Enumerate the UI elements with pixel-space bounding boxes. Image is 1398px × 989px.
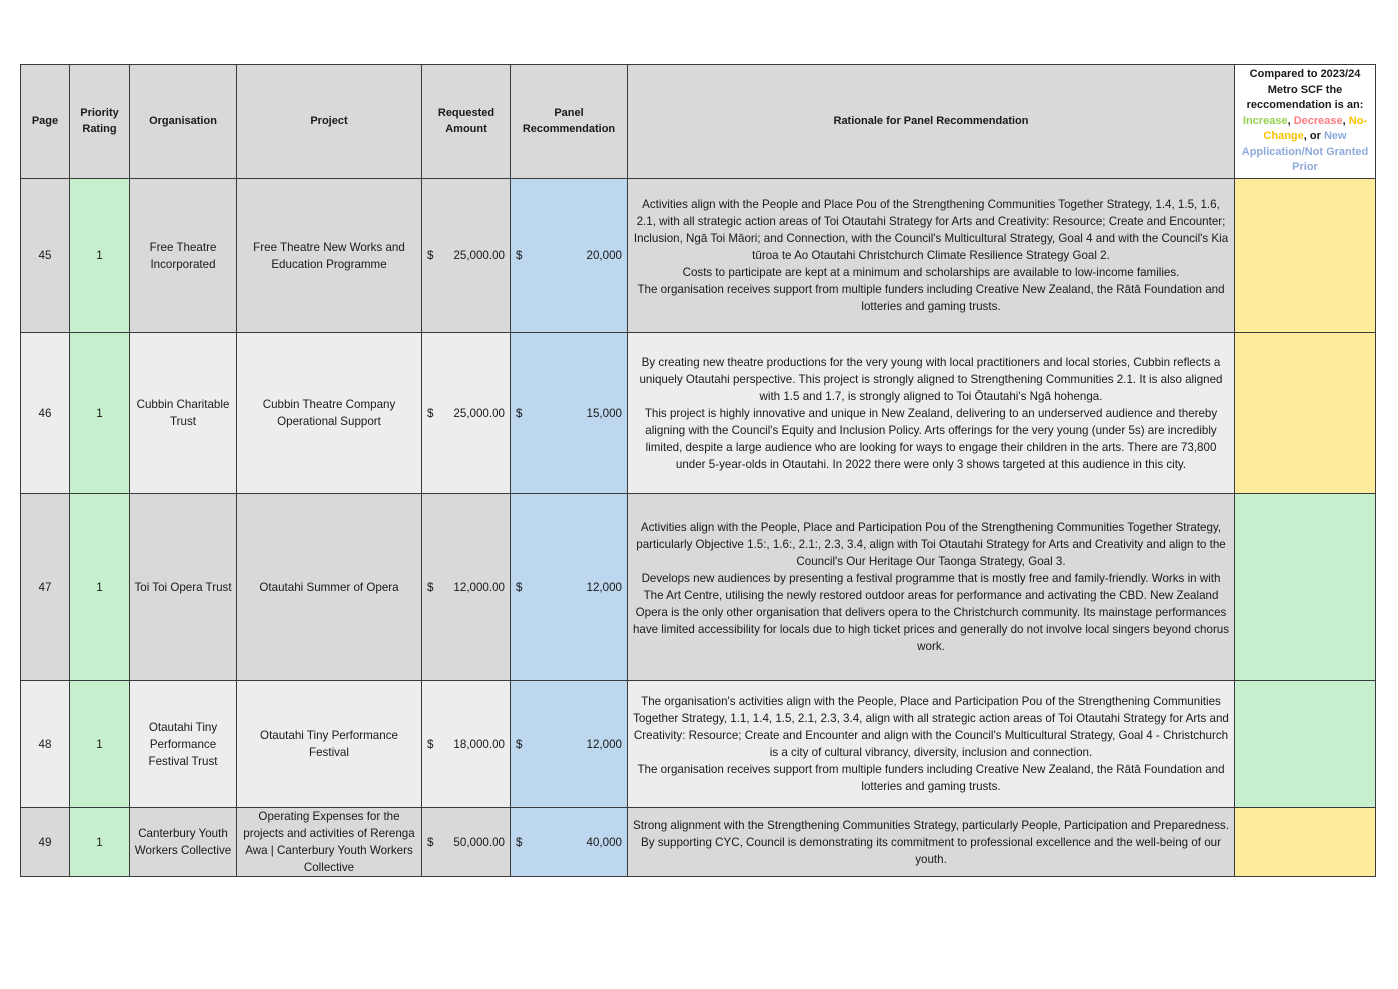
legend-separator: , bbox=[1342, 114, 1349, 127]
currency-symbol: $ bbox=[427, 580, 434, 594]
header-priority-rating: Priority Rating bbox=[70, 65, 130, 179]
comparison-cell bbox=[1235, 808, 1376, 877]
panel-amount: 12,000 bbox=[586, 580, 622, 594]
panel-amount: 20,000 bbox=[586, 249, 622, 262]
priority-cell: 1 bbox=[70, 333, 130, 494]
project-cell: Otautahi Summer of Opera bbox=[237, 494, 422, 681]
priority-cell: 1 bbox=[70, 494, 130, 681]
panel-recommendation-cell bbox=[511, 808, 628, 877]
header-requested-amount: Requested Amount bbox=[422, 65, 511, 179]
requested-amount: 50,000.00 bbox=[453, 835, 505, 849]
page-cell: 46 bbox=[21, 333, 70, 494]
currency-symbol: $ bbox=[516, 835, 523, 849]
funding-recommendations-table bbox=[20, 64, 1376, 877]
page-cell: 48 bbox=[21, 681, 70, 808]
currency-symbol: $ bbox=[516, 737, 523, 751]
table-row bbox=[21, 333, 1376, 494]
currency-symbol: $ bbox=[427, 835, 434, 849]
organisation-cell: Canterbury Youth Workers Collective bbox=[130, 808, 237, 877]
panel-recommendation-cell bbox=[511, 681, 628, 808]
project-cell: Free Theatre New Works and Education Programme bbox=[237, 179, 422, 333]
legend-increase: Increase bbox=[1242, 114, 1288, 127]
requested-amount-cell bbox=[422, 333, 511, 494]
rationale-cell: Activities align with the People, Place and Participation Pou of the Strengthening Communities Together Strategy, particularly Objective 1.5:, 1.6:, 2.1:, 2.3, 3.4, align with Toi Otautahi Strategy for Arts and Creativity and align to the Council's Our Heritage Our Taonga Strategy, Goal 3. Develops new audiences by presenting a festival programme that is mostly free and family-friendly. Works in with The Art Centre, utilising the newly restored outdoor areas for performance and activating the CBD. New Zealand Opera is the only other organisation that delivers opera to the Christchurch community. Its mainstage performances have limited accessibility for locals due to high ticket prices and generally do not involve local singers beyond chorus work. bbox=[628, 494, 1235, 681]
comparison-cell bbox=[1235, 681, 1376, 808]
header-row bbox=[21, 65, 1376, 179]
requested-amount: 25,000.00 bbox=[453, 249, 505, 262]
organisation-cell: Otautahi Tiny Performance Festival Trust bbox=[130, 681, 237, 808]
legend-new-application: New Application/Not Granted Prior bbox=[1241, 130, 1369, 174]
requested-amount-cell bbox=[422, 494, 511, 681]
project-cell: Cubbin Theatre Company Operational Support bbox=[237, 333, 422, 494]
requested-amount-cell bbox=[422, 179, 511, 333]
legend-separator: , or bbox=[1303, 130, 1324, 143]
panel-amount: 40,000 bbox=[586, 835, 622, 849]
header-organisation: Organisation bbox=[130, 65, 237, 179]
currency-symbol: $ bbox=[427, 406, 434, 420]
organisation-cell: Cubbin Charitable Trust bbox=[130, 333, 237, 494]
legend-no-change: No-Change bbox=[1263, 114, 1368, 143]
project-cell: Operating Expenses for the projects and activities of Rerenga Awa | Canterbury Youth Workers Collective bbox=[237, 808, 422, 877]
currency-symbol: $ bbox=[516, 406, 523, 420]
panel-amount: 12,000 bbox=[586, 737, 622, 751]
organisation-cell: Free Theatre Incorporated bbox=[130, 179, 237, 333]
panel-recommendation-cell bbox=[511, 333, 628, 494]
rationale-cell: Activities align with the People and Place Pou of the Strengthening Communities Together Strategy, 1.4, 1.5, 1.6, 2.1, with all strategic action areas of Toi Otautahi Strategy for Arts and Creativity: Resource; Create and Encounter; Inclusion, Ngā Toi Māori; and Connection, with the Council's Multicultural Strategy, Goal 4 and with the Council's Kia tūroa te Ao Otautahi Christchurch Climate Resilience Strategy Goal 2. Costs to participate are kept at a minimum and scholarships are available to low-income families. The organisation receives support from multiple funders including Creative New Zealand, the Rātā Foundation and lotteries and gaming trusts. bbox=[628, 179, 1235, 333]
legend-separator: , bbox=[1287, 114, 1294, 127]
project-cell: Otautahi Tiny Performance Festival bbox=[237, 681, 422, 808]
currency-symbol: $ bbox=[516, 249, 523, 262]
table-row bbox=[21, 494, 1376, 681]
requested-amount: 12,000.00 bbox=[453, 580, 505, 594]
requested-amount-cell bbox=[422, 681, 511, 808]
comparison-intro: Compared to 2023/24 Metro SCF the reccomendation is an: bbox=[1246, 68, 1364, 112]
header-rationale: Rationale for Panel Recommendation bbox=[628, 65, 1235, 179]
panel-recommendation-cell bbox=[511, 494, 628, 681]
page-cell: 47 bbox=[21, 494, 70, 681]
organisation-cell: Toi Toi Opera Trust bbox=[130, 494, 237, 681]
header-comparison bbox=[1235, 65, 1376, 179]
rationale-cell: By creating new theatre productions for the very young with local practitioners and local stories, Cubbin reflects a uniquely Otautahi perspective. This project is strongly aligned to Strengthening Communities 2.1. It is also aligned with 1.5 and 1.7, is strongly aligned to Toi Ōtautahi's Ngā hohenga. This project is highly innovative and unique in New Zealand, delivering to an underserved audience and thereby aligning with the Council's Equity and Inclusion Policy. Arts offerings for the very young (under 5s) are incredibly limited, despite a large audience who are looking for ways to engage their children in the arts. There are 73,800 under 5-year-olds in Otautahi. In 2022 there were only 3 shows targeted at this audience in this city. bbox=[628, 333, 1235, 494]
panel-recommendation-cell bbox=[511, 179, 628, 333]
priority-cell: 1 bbox=[70, 808, 130, 877]
header-page: Page bbox=[21, 65, 70, 179]
header-project: Project bbox=[237, 65, 422, 179]
currency-symbol: $ bbox=[427, 737, 434, 751]
table-row bbox=[21, 681, 1376, 808]
table-row bbox=[21, 179, 1376, 333]
page-cell: 49 bbox=[21, 808, 70, 877]
comparison-cell bbox=[1235, 494, 1376, 681]
legend-decrease: Decrease bbox=[1293, 114, 1343, 127]
currency-symbol: $ bbox=[427, 249, 434, 262]
requested-amount: 25,000.00 bbox=[453, 406, 505, 420]
table-row bbox=[21, 808, 1376, 877]
header-panel-recommendation: Panel Recommendation bbox=[511, 65, 628, 179]
rationale-cell: The organisation's activities align with the People, Place and Participation Pou of the Strengthening Communities Together Strategy, 1.1, 1.4, 1.5, 2.1, 2.3, 3.4, align with all strategic action areas of Toi Otautahi Strategy for Arts and Creativity: Resource; Create and Encounter and align with the Council's Multicultural Strategy, Goal 4 - Christchurch is a city of cultural vibrancy, diversity, inclusion and connection. The organisation receives support from multiple funders including Creative New Zealand, the Rātā Foundation and lotteries and gaming trusts. bbox=[628, 681, 1235, 808]
requested-amount-cell bbox=[422, 808, 511, 877]
comparison-cell bbox=[1235, 333, 1376, 494]
page-cell: 45 bbox=[21, 179, 70, 333]
priority-cell: 1 bbox=[70, 681, 130, 808]
panel-amount: 15,000 bbox=[586, 406, 622, 420]
priority-cell: 1 bbox=[70, 179, 130, 333]
comparison-cell bbox=[1235, 179, 1376, 333]
currency-symbol: $ bbox=[516, 580, 523, 594]
rationale-cell: Strong alignment with the Strengthening Communities Strategy, particularly People, Participation and Preparedness. By supporting CYC, Council is demonstrating its commitment to professional excellence and the well-being of our youth. bbox=[628, 808, 1235, 877]
requested-amount: 18,000.00 bbox=[453, 737, 505, 751]
